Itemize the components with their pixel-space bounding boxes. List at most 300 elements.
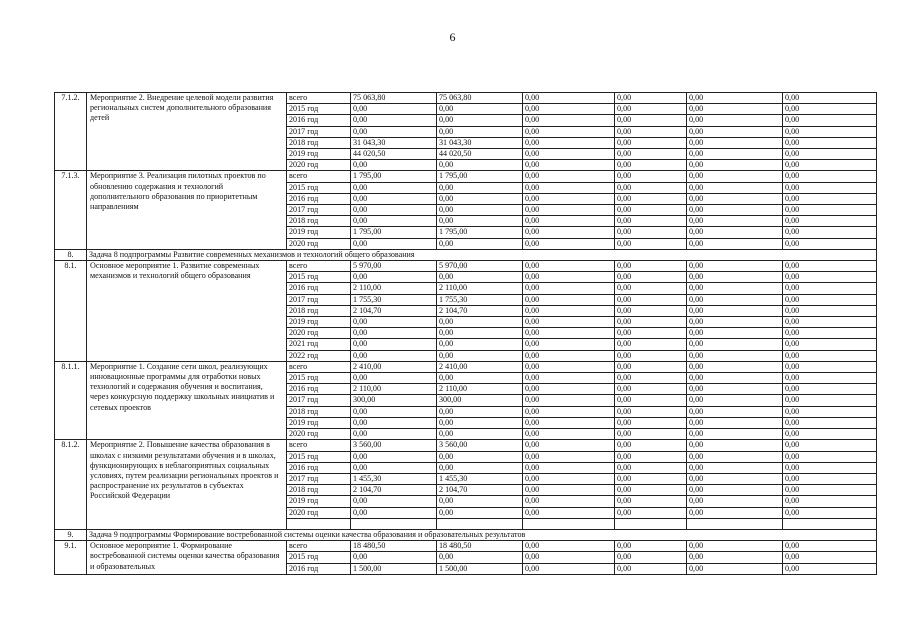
- task-title: Задача 9 подпрограммы Формирование востребованной системы оценки качества образования и образовательных результатов: [87, 529, 877, 540]
- value-cell: 0,00: [783, 552, 877, 563]
- value-cell: 0,00: [523, 373, 615, 384]
- value-cell: 0,00: [687, 361, 783, 372]
- value-cell: 1 500,00: [437, 563, 523, 574]
- value-cell: 0,00: [615, 283, 687, 294]
- value-cell: 0,00: [437, 552, 523, 563]
- value-cell: 0,00: [523, 137, 615, 148]
- value-cell: 0,00: [351, 496, 437, 507]
- value-cell: 0,00: [783, 160, 877, 171]
- row-number: 8.1.1.: [55, 361, 87, 439]
- value-cell: 0,00: [523, 294, 615, 305]
- value-cell: 0,00: [615, 115, 687, 126]
- value-cell: 0,00: [523, 104, 615, 115]
- value-cell: 2 110,00: [437, 283, 523, 294]
- year-cell: 2018 год: [287, 216, 351, 227]
- value-cell: 44 020,50: [351, 149, 437, 160]
- value-cell: 0,00: [523, 440, 615, 451]
- table-row: [55, 171, 877, 182]
- activity-name: Мероприятие 2. Повышение качества образования в школах с низкими результатами обучения и в школах, функционирующих в неблагоприятных социальных условиях, путем реализации региональных проектов и распространение их результатов в субъектах Российской Федерации: [90, 440, 279, 501]
- value-cell: 0,00: [615, 563, 687, 574]
- value-cell: 0,00: [687, 205, 783, 216]
- year-cell: 2021 год: [287, 339, 351, 350]
- value-cell: 0,00: [687, 417, 783, 428]
- value-cell: [437, 518, 523, 529]
- value-cell: 0,00: [687, 294, 783, 305]
- table-row: [55, 261, 877, 272]
- value-cell: 0,00: [687, 552, 783, 563]
- year-cell: 2019 год: [287, 317, 351, 328]
- value-cell: 0,00: [523, 272, 615, 283]
- year-cell: 2019 год: [287, 417, 351, 428]
- task-title: Задача 8 подпрограммы Развитие современных механизмов и технологий общего образования: [87, 249, 877, 260]
- value-cell: 0,00: [437, 429, 523, 440]
- value-cell: 0,00: [523, 317, 615, 328]
- value-cell: 0,00: [437, 328, 523, 339]
- value-cell: 0,00: [783, 104, 877, 115]
- year-cell: 2015 год: [287, 373, 351, 384]
- value-cell: 2 104,70: [351, 305, 437, 316]
- value-cell: 0,00: [783, 361, 877, 372]
- activity-name: Мероприятие 2. Внедрение целевой модели развития региональных систем дополнительного образования детей: [90, 93, 274, 123]
- value-cell: 0,00: [783, 294, 877, 305]
- value-cell: 0,00: [523, 417, 615, 428]
- value-cell: 44 020,50: [437, 149, 523, 160]
- value-cell: 0,00: [687, 395, 783, 406]
- activity-name-cell: [87, 440, 287, 530]
- value-cell: 2 410,00: [437, 361, 523, 372]
- value-cell: 0,00: [615, 137, 687, 148]
- value-cell: 0,00: [523, 350, 615, 361]
- value-cell: 0,00: [523, 216, 615, 227]
- value-cell: 0,00: [437, 496, 523, 507]
- value-cell: 0,00: [687, 373, 783, 384]
- value-cell: 0,00: [351, 238, 437, 249]
- value-cell: 0,00: [783, 462, 877, 473]
- value-cell: 0,00: [523, 552, 615, 563]
- value-cell: 0,00: [523, 305, 615, 316]
- value-cell: 0,00: [523, 496, 615, 507]
- activity-name: Мероприятие 1. Создание сети школ, реализующих инновационные программы для отработки новых технологий и содержания обучения и воспитания, через конкурсную поддержку школьных инициатив и сетевых проектов: [90, 361, 275, 412]
- value-cell: 2 104,70: [437, 485, 523, 496]
- value-cell: 0,00: [687, 238, 783, 249]
- value-cell: 0,00: [615, 417, 687, 428]
- value-cell: 2 104,70: [351, 485, 437, 496]
- value-cell: 0,00: [615, 507, 687, 518]
- value-cell: 0,00: [437, 507, 523, 518]
- value-cell: 2 410,00: [351, 361, 437, 372]
- table-row: [55, 93, 877, 104]
- row-number: 9.1.: [55, 541, 87, 575]
- value-cell: 0,00: [615, 395, 687, 406]
- value-cell: 300,00: [351, 395, 437, 406]
- value-cell: 0,00: [351, 193, 437, 204]
- value-cell: 0,00: [523, 193, 615, 204]
- value-cell: 2 110,00: [351, 283, 437, 294]
- value-cell: 18 480,50: [351, 541, 437, 552]
- value-cell: 0,00: [437, 350, 523, 361]
- table-row: [55, 361, 877, 372]
- value-cell: 0,00: [523, 339, 615, 350]
- value-cell: 1 755,30: [437, 294, 523, 305]
- value-cell: 0,00: [437, 317, 523, 328]
- row-number: 7.1.2.: [55, 93, 87, 171]
- year-cell: 2018 год: [287, 406, 351, 417]
- value-cell: 0,00: [437, 462, 523, 473]
- value-cell: 0,00: [783, 317, 877, 328]
- value-cell: 0,00: [437, 406, 523, 417]
- value-cell: 0,00: [437, 104, 523, 115]
- value-cell: 0,00: [351, 373, 437, 384]
- value-cell: 0,00: [783, 216, 877, 227]
- value-cell: 3 560,00: [351, 440, 437, 451]
- value-cell: 0,00: [615, 149, 687, 160]
- value-cell: 0,00: [437, 160, 523, 171]
- value-cell: 0,00: [687, 216, 783, 227]
- activity-name-cell: [87, 261, 287, 362]
- value-cell: 0,00: [523, 126, 615, 137]
- value-cell: 0,00: [687, 305, 783, 316]
- value-cell: 0,00: [523, 395, 615, 406]
- value-cell: 0,00: [351, 451, 437, 462]
- year-cell: 2015 год: [287, 451, 351, 462]
- year-cell: 2019 год: [287, 227, 351, 238]
- value-cell: 31 043,30: [351, 137, 437, 148]
- value-cell: 0,00: [783, 507, 877, 518]
- value-cell: 0,00: [437, 272, 523, 283]
- value-cell: 0,00: [615, 171, 687, 182]
- value-cell: 0,00: [351, 328, 437, 339]
- value-cell: 0,00: [783, 451, 877, 462]
- value-cell: 0,00: [783, 137, 877, 148]
- value-cell: 0,00: [437, 339, 523, 350]
- value-cell: 0,00: [523, 485, 615, 496]
- value-cell: 0,00: [687, 227, 783, 238]
- task-row: [55, 529, 877, 540]
- row-number: 8.1.2.: [55, 440, 87, 530]
- value-cell: 0,00: [687, 182, 783, 193]
- value-cell: 0,00: [351, 104, 437, 115]
- value-cell: 0,00: [351, 339, 437, 350]
- value-cell: 0,00: [523, 451, 615, 462]
- value-cell: 0,00: [783, 283, 877, 294]
- value-cell: 0,00: [615, 462, 687, 473]
- value-cell: 0,00: [351, 182, 437, 193]
- value-cell: 0,00: [783, 496, 877, 507]
- value-cell: 1 455,30: [351, 473, 437, 484]
- value-cell: 0,00: [783, 305, 877, 316]
- value-cell: 0,00: [687, 563, 783, 574]
- value-cell: 0,00: [615, 552, 687, 563]
- value-cell: 0,00: [351, 429, 437, 440]
- value-cell: 0,00: [523, 115, 615, 126]
- year-cell: 2016 год: [287, 115, 351, 126]
- value-cell: 0,00: [687, 137, 783, 148]
- value-cell: 0,00: [615, 261, 687, 272]
- value-cell: 0,00: [783, 227, 877, 238]
- year-cell: 2017 год: [287, 205, 351, 216]
- value-cell: 0,00: [523, 149, 615, 160]
- value-cell: 0,00: [687, 193, 783, 204]
- value-cell: 0,00: [783, 193, 877, 204]
- year-cell: 2015 год: [287, 182, 351, 193]
- value-cell: 0,00: [783, 272, 877, 283]
- value-cell: 0,00: [615, 384, 687, 395]
- value-cell: 0,00: [615, 205, 687, 216]
- year-cell: всего: [287, 541, 351, 552]
- year-cell: 2016 год: [287, 384, 351, 395]
- value-cell: 0,00: [615, 473, 687, 484]
- value-cell: 0,00: [437, 126, 523, 137]
- year-cell: [287, 518, 351, 529]
- value-cell: 1 755,30: [351, 294, 437, 305]
- value-cell: 0,00: [437, 451, 523, 462]
- value-cell: 0,00: [351, 205, 437, 216]
- year-cell: 2016 год: [287, 462, 351, 473]
- value-cell: 18 480,50: [437, 541, 523, 552]
- value-cell: 0,00: [615, 227, 687, 238]
- value-cell: 0,00: [523, 238, 615, 249]
- value-cell: 0,00: [351, 115, 437, 126]
- value-cell: 31 043,30: [437, 137, 523, 148]
- value-cell: 0,00: [783, 440, 877, 451]
- year-cell: всего: [287, 440, 351, 451]
- value-cell: [351, 518, 437, 529]
- value-cell: 0,00: [523, 182, 615, 193]
- value-cell: 0,00: [523, 261, 615, 272]
- year-cell: 2020 год: [287, 160, 351, 171]
- value-cell: 0,00: [351, 160, 437, 171]
- value-cell: 0,00: [523, 160, 615, 171]
- value-cell: 0,00: [783, 417, 877, 428]
- value-cell: 0,00: [687, 272, 783, 283]
- value-cell: 0,00: [351, 417, 437, 428]
- value-cell: 0,00: [783, 429, 877, 440]
- value-cell: 0,00: [783, 485, 877, 496]
- budget-table: [54, 92, 877, 575]
- value-cell: 0,00: [615, 361, 687, 372]
- value-cell: 0,00: [615, 485, 687, 496]
- value-cell: 0,00: [783, 205, 877, 216]
- value-cell: 0,00: [783, 473, 877, 484]
- value-cell: 1 795,00: [351, 171, 437, 182]
- value-cell: 0,00: [523, 227, 615, 238]
- value-cell: 0,00: [783, 563, 877, 574]
- year-cell: всего: [287, 361, 351, 372]
- value-cell: 0,00: [687, 126, 783, 137]
- value-cell: 0,00: [437, 216, 523, 227]
- value-cell: 0,00: [351, 317, 437, 328]
- value-cell: 0,00: [783, 93, 877, 104]
- value-cell: 0,00: [783, 261, 877, 272]
- year-cell: всего: [287, 171, 351, 182]
- year-cell: 2019 год: [287, 149, 351, 160]
- value-cell: [615, 518, 687, 529]
- value-cell: 0,00: [351, 462, 437, 473]
- year-cell: 2022 год: [287, 350, 351, 361]
- value-cell: 2 110,00: [437, 384, 523, 395]
- value-cell: 0,00: [783, 182, 877, 193]
- value-cell: 0,00: [783, 541, 877, 552]
- value-cell: 0,00: [615, 328, 687, 339]
- value-cell: 0,00: [523, 462, 615, 473]
- activity-name-cell: [87, 541, 287, 575]
- value-cell: 0,00: [687, 485, 783, 496]
- value-cell: 0,00: [687, 451, 783, 462]
- value-cell: 0,00: [783, 395, 877, 406]
- value-cell: 0,00: [783, 406, 877, 417]
- value-cell: 5 970,00: [351, 261, 437, 272]
- value-cell: 0,00: [687, 429, 783, 440]
- value-cell: 0,00: [437, 238, 523, 249]
- value-cell: 0,00: [437, 205, 523, 216]
- value-cell: 0,00: [615, 238, 687, 249]
- value-cell: 0,00: [615, 294, 687, 305]
- page-number: 6: [449, 30, 456, 44]
- value-cell: 0,00: [783, 238, 877, 249]
- table-row: [55, 440, 877, 451]
- row-number: 8.: [55, 249, 87, 260]
- year-cell: 2017 год: [287, 395, 351, 406]
- value-cell: 0,00: [615, 272, 687, 283]
- year-cell: всего: [287, 261, 351, 272]
- value-cell: 0,00: [523, 563, 615, 574]
- year-cell: 2017 год: [287, 294, 351, 305]
- value-cell: 0,00: [687, 339, 783, 350]
- year-cell: всего: [287, 93, 351, 104]
- value-cell: 0,00: [687, 384, 783, 395]
- value-cell: 0,00: [615, 440, 687, 451]
- value-cell: 1 500,00: [351, 563, 437, 574]
- value-cell: 0,00: [351, 272, 437, 283]
- value-cell: 0,00: [615, 541, 687, 552]
- value-cell: 0,00: [523, 507, 615, 518]
- value-cell: 0,00: [687, 462, 783, 473]
- value-cell: 0,00: [687, 283, 783, 294]
- value-cell: 75 063,80: [351, 93, 437, 104]
- value-cell: 300,00: [437, 395, 523, 406]
- value-cell: 0,00: [523, 473, 615, 484]
- activity-name-cell: [87, 171, 287, 249]
- value-cell: 0,00: [437, 373, 523, 384]
- value-cell: 0,00: [523, 541, 615, 552]
- value-cell: 0,00: [687, 261, 783, 272]
- year-cell: 2015 год: [287, 272, 351, 283]
- value-cell: 0,00: [615, 406, 687, 417]
- value-cell: 1 795,00: [437, 171, 523, 182]
- value-cell: 0,00: [687, 317, 783, 328]
- value-cell: 0,00: [783, 384, 877, 395]
- year-cell: 2016 год: [287, 563, 351, 574]
- year-cell: 2018 год: [287, 137, 351, 148]
- activity-name: Основное мероприятие 1. Развитие современных механизмов и технологий общего образования: [90, 261, 260, 281]
- value-cell: 0,00: [615, 160, 687, 171]
- value-cell: 0,00: [523, 361, 615, 372]
- value-cell: 0,00: [437, 182, 523, 193]
- row-number: 9.: [55, 529, 87, 540]
- value-cell: 3 560,00: [437, 440, 523, 451]
- value-cell: [783, 518, 877, 529]
- value-cell: 0,00: [687, 507, 783, 518]
- value-cell: 0,00: [615, 305, 687, 316]
- value-cell: 0,00: [615, 451, 687, 462]
- value-cell: 1 795,00: [351, 227, 437, 238]
- value-cell: 0,00: [615, 126, 687, 137]
- year-cell: 2016 год: [287, 283, 351, 294]
- year-cell: 2020 год: [287, 507, 351, 518]
- value-cell: 0,00: [783, 171, 877, 182]
- value-cell: 0,00: [523, 171, 615, 182]
- value-cell: 0,00: [351, 552, 437, 563]
- value-cell: 0,00: [615, 93, 687, 104]
- value-cell: 0,00: [783, 149, 877, 160]
- value-cell: 0,00: [615, 350, 687, 361]
- value-cell: 0,00: [687, 149, 783, 160]
- activity-name-cell: [87, 93, 287, 171]
- value-cell: 0,00: [687, 171, 783, 182]
- value-cell: 0,00: [687, 473, 783, 484]
- value-cell: 0,00: [687, 104, 783, 115]
- value-cell: 0,00: [615, 373, 687, 384]
- value-cell: 0,00: [687, 440, 783, 451]
- value-cell: 2 110,00: [351, 384, 437, 395]
- value-cell: 0,00: [783, 115, 877, 126]
- year-cell: 2019 год: [287, 496, 351, 507]
- value-cell: 0,00: [687, 115, 783, 126]
- value-cell: [687, 518, 783, 529]
- value-cell: 0,00: [783, 350, 877, 361]
- value-cell: 0,00: [351, 350, 437, 361]
- activity-name-cell: [87, 361, 287, 439]
- value-cell: 0,00: [615, 317, 687, 328]
- value-cell: 0,00: [783, 339, 877, 350]
- value-cell: 2 104,70: [437, 305, 523, 316]
- value-cell: 0,00: [687, 93, 783, 104]
- value-cell: 0,00: [783, 328, 877, 339]
- value-cell: 0,00: [615, 429, 687, 440]
- activity-name: Мероприятие 3. Реализация пилотных проектов по обновлению содержания и технологий дополнительного образования по приоритетным направлениям: [90, 171, 266, 212]
- value-cell: 0,00: [351, 126, 437, 137]
- value-cell: 0,00: [615, 339, 687, 350]
- year-cell: 2016 год: [287, 193, 351, 204]
- value-cell: 0,00: [783, 126, 877, 137]
- year-cell: 2018 год: [287, 485, 351, 496]
- year-cell: 2017 год: [287, 126, 351, 137]
- value-cell: 0,00: [615, 182, 687, 193]
- value-cell: 0,00: [437, 115, 523, 126]
- value-cell: 0,00: [437, 417, 523, 428]
- year-cell: 2015 год: [287, 104, 351, 115]
- task-row: [55, 249, 877, 260]
- value-cell: 0,00: [523, 406, 615, 417]
- year-cell: 2015 год: [287, 552, 351, 563]
- year-cell: 2020 год: [287, 429, 351, 440]
- value-cell: 75 063,80: [437, 93, 523, 104]
- value-cell: 0,00: [523, 93, 615, 104]
- value-cell: 0,00: [523, 328, 615, 339]
- year-cell: 2020 год: [287, 238, 351, 249]
- value-cell: 0,00: [523, 283, 615, 294]
- row-number: 7.1.3.: [55, 171, 87, 249]
- value-cell: 0,00: [523, 429, 615, 440]
- value-cell: 0,00: [687, 541, 783, 552]
- value-cell: [523, 518, 615, 529]
- value-cell: 1 455,30: [437, 473, 523, 484]
- value-cell: 0,00: [687, 160, 783, 171]
- value-cell: 0,00: [437, 193, 523, 204]
- year-cell: 2018 год: [287, 305, 351, 316]
- activity-name: Основное мероприятие 1. Формирование востребованной системы оценки качества образования и образовательных: [90, 541, 280, 571]
- value-cell: 5 970,00: [437, 261, 523, 272]
